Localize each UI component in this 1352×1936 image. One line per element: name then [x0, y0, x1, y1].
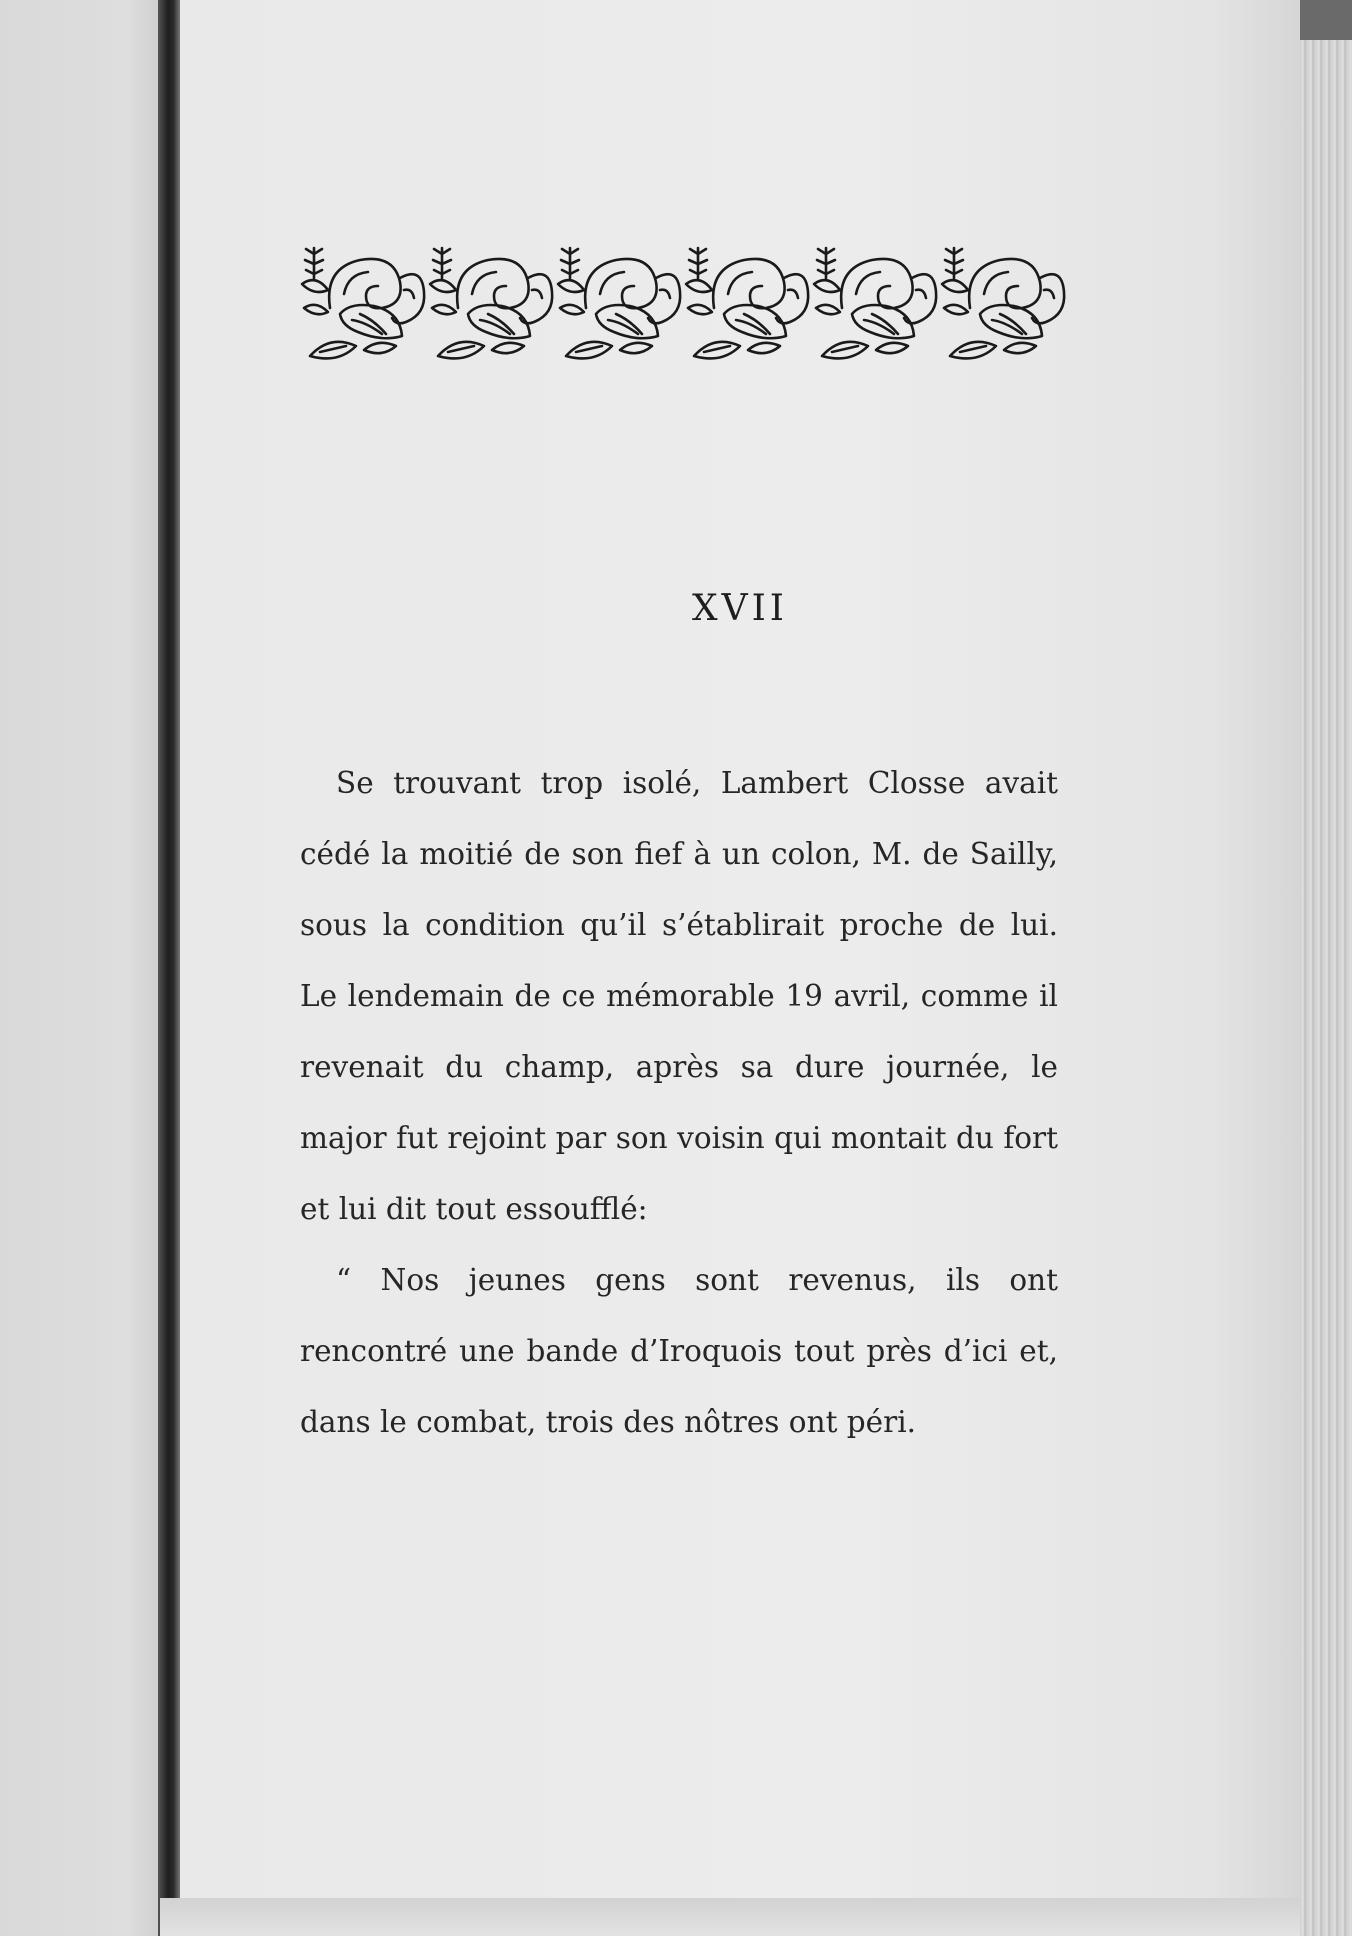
- previous-page-edge: [0, 0, 160, 1936]
- book-spine-shadow: [158, 0, 180, 1936]
- chapter-body-text: [300, 748, 1058, 1458]
- floral-vine-icon: [300, 238, 1070, 378]
- page-stack-edges: [1300, 0, 1352, 1936]
- paragraph: “ Nos jeunes gens sont revenus, ils ont rencontré une bande d’Iroquois tout près d’ici et, dans le combat, trois des nôtres ont péri.: [300, 1263, 1058, 1439]
- paragraph: Se trouvant trop isolé, Lambert Closse avait cédé la moitié de son fief à un colon, M. de Sailly, sous la condition qu’il s’établirait proche de lui. Le lendemain de ce mémorable 19 avril, comme il revenait du champ, après sa dure journée, le major fut rejoint par son voisin qui montait du fort et lui dit tout essoufflé:: [300, 766, 1058, 1226]
- page-stack-top-shadow: [1300, 0, 1352, 40]
- chapter-number: XVII: [691, 588, 789, 629]
- page-bottom-edge: [160, 1898, 1352, 1936]
